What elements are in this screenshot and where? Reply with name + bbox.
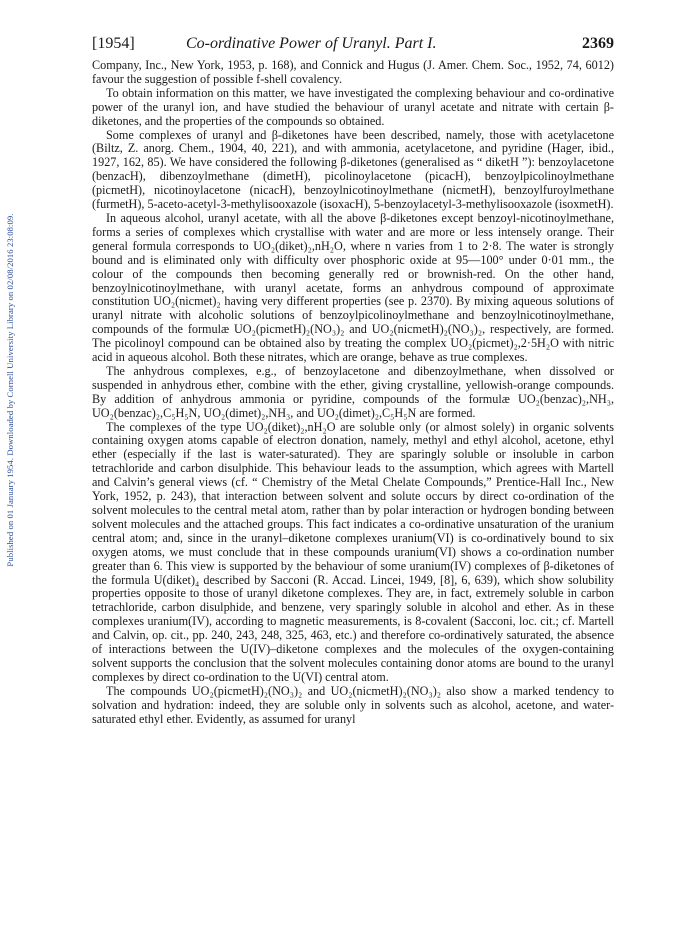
page-number: 2369 (582, 35, 614, 52)
paragraph: In aqueous alcohol, uranyl acetate, with all the above β-diketones except benzoyl-nicotinoylmethane, forms a series of complexes which crystallise with water and are more or less intensely orange. Their general formula corresponds to UO₂(diket)₂,nH₂O, where n varies from 1 to 2·8. The water is strongly bound and is eliminated only with difficulty over phosphoric oxide at 95—100° under 0·01 mm., the colour of the compounds then becoming generally red or brownish-red. On the other hand, benzoylnicotinoylmethane, with uranyl acetate, forms an anhydrous compound of approximate constitution UO₂(nicmet)₂ having very different properties (see p. 2370). By mixing aqueous solutions of uranyl nitrate with alcoholic solutions of benzoylpicolinoylmethane and benzoylnicotinoylmethane, compounds of the formulæ UO₂(picmetH)₂(NO₃)₂ and UO₂(nicmetH)₂(NO₃)₂, respectively, are formed. The picolinoyl compound can be obtained also by treating the complex UO₂(picmet)₂,2·5H₂O with nitric acid in aqueous alcohol. Both these nitrates, which are orange, behave as true complexes. (92, 210, 614, 365)
paragraph: The compounds UO₂(picmetH)₂(NO₃)₂ and UO₂(nicmetH)₂(NO₃)₂ also show a marked tendency to solvation and hydration: indeed, they are soluble only in solvents such as alcohol, acetone, and water-saturated ethyl ether. Evidently, as assumed for uranyl (92, 683, 614, 726)
header-title: Co-ordinative Power of Uranyl. Part I. (186, 35, 437, 52)
paragraph: Company, Inc., New York, 1953, p. 168), and Connick and Hugus (J. Amer. Chem. Soc., 1952, 74, 6012) favour the suggestion of possible f-shell covalency. (92, 58, 614, 86)
paragraph: The complexes of the type UO₂(diket)₂,nH₂O are soluble only (or almost solely) in organic solvents containing oxygen atoms capable of electron donation, namely, methyl and ethyl alcohol, acetone, ethyl ether (especially if the last is water-saturated). They are sparingly soluble or insoluble in carbon tetrachloride and carbon disulphide. This behaviour leads to the assumption, which agrees with Martell and Calvin’s general views (cf. “ Chemistry of the Metal Chelate Compounds,” Prentice-Hall Inc., New York, 1952, p. 243), that interaction between solvent and solute occurs by direct co-ordination of the solvent molecules to the central metal atom, rather than by polar interaction or hydrogen bonding between solvent molecules and the attached groups. This fact indicates a co-ordinative unsaturation of the uranium central atom; and, since in the uranyl–diketone complexes uranium(VI) is co-ordinatively bound to six oxygen atoms, we must conclude that in these compounds uranium(VI) shows a co-ordination number greater than 6. This view is supported by the behaviour of some uranium(IV) complexes of β-diketones of the formula U(diket)₄ described by Sacconi (R. Accad. Lincei, 1949, [8], 6, 639), which show solubility properties opposite to those of uranyl diketone complexes. They are, in fact, extremely soluble in carbon tetrachloride, carbon disulphide, and benzene, very sparingly soluble in alcohol and ether. As in these complexes uranium(IV), according to magnetic measurements, is 8-covalent (Sacconi, loc. cit.; cf. Martell and Calvin, op. cit., pp. 240, 243, 248, 325, 463, etc.) and therefore co-ordinatively saturated, the absence of interactions between the U(IV)–diketone complexes and the molecules of the oxygen-containing solvent supports the conclusion that the solvent molecules containing donor atoms are bound to the uranyl complexes by direct co-ordination to the U(VI) central atom. (92, 419, 614, 684)
paragraph: The anhydrous complexes, e.g., of benzoylacetone and dibenzoylmethane, when dissolved or suspended in anhydrous ether, combine with the ether, giving crystalline, yellowish-orange compounds. By addition of anhydrous ammonia or pyridine, compounds of the formulæ UO₂(benzac)₂,NH₃, UO₂(benzac)₂,C₅H₅N, UO₂(dimet)₂,NH₃, and UO₂(dimet)₂,C₅H₅N are formed. (92, 363, 614, 420)
running-header (92, 35, 614, 55)
article-body (92, 59, 614, 727)
watermark-text: Published on 01 January 1954. Downloaded by Cornell University Library on 02/08/2016 23:08:09. (5, 213, 15, 567)
paragraph: Some complexes of uranyl and β-diketones have been described, namely, those with acetylacetone (Biltz, Z. anorg. Chem., 1904, 40, 221), and with ammonia, acetylacetone, and pyridine (Hager, ibid., 1927, 162, 85). We have considered the following β-diketones (generalised as “ diketH ”): benzoylacetone (benzacH), dibenzoylmethane (dimetH), picolinoylacetone (picacH), benzoylpicolinoylmethane (picmetH), nicotinoylacetone (nicacH), benzoylnicotinoylmethane (nicmetH), benzoylfuroylmethane (furmetH), 5-aceto-acetyl-3-methylisooxazole (isoxacH), 5-benzoylacetyl-3-methylisooxazole (isoxmetH). (92, 127, 614, 212)
header-year: [1954] (92, 35, 135, 52)
publication-watermark (3, 170, 17, 610)
paragraph: To obtain information on this matter, we have investigated the complexing behaviour and co-ordinative power of the uranyl ion, and have studied the behaviour of uranyl acetate and nitrate with certain β-diketones, and the properties of the compounds so obtained. (92, 85, 614, 128)
